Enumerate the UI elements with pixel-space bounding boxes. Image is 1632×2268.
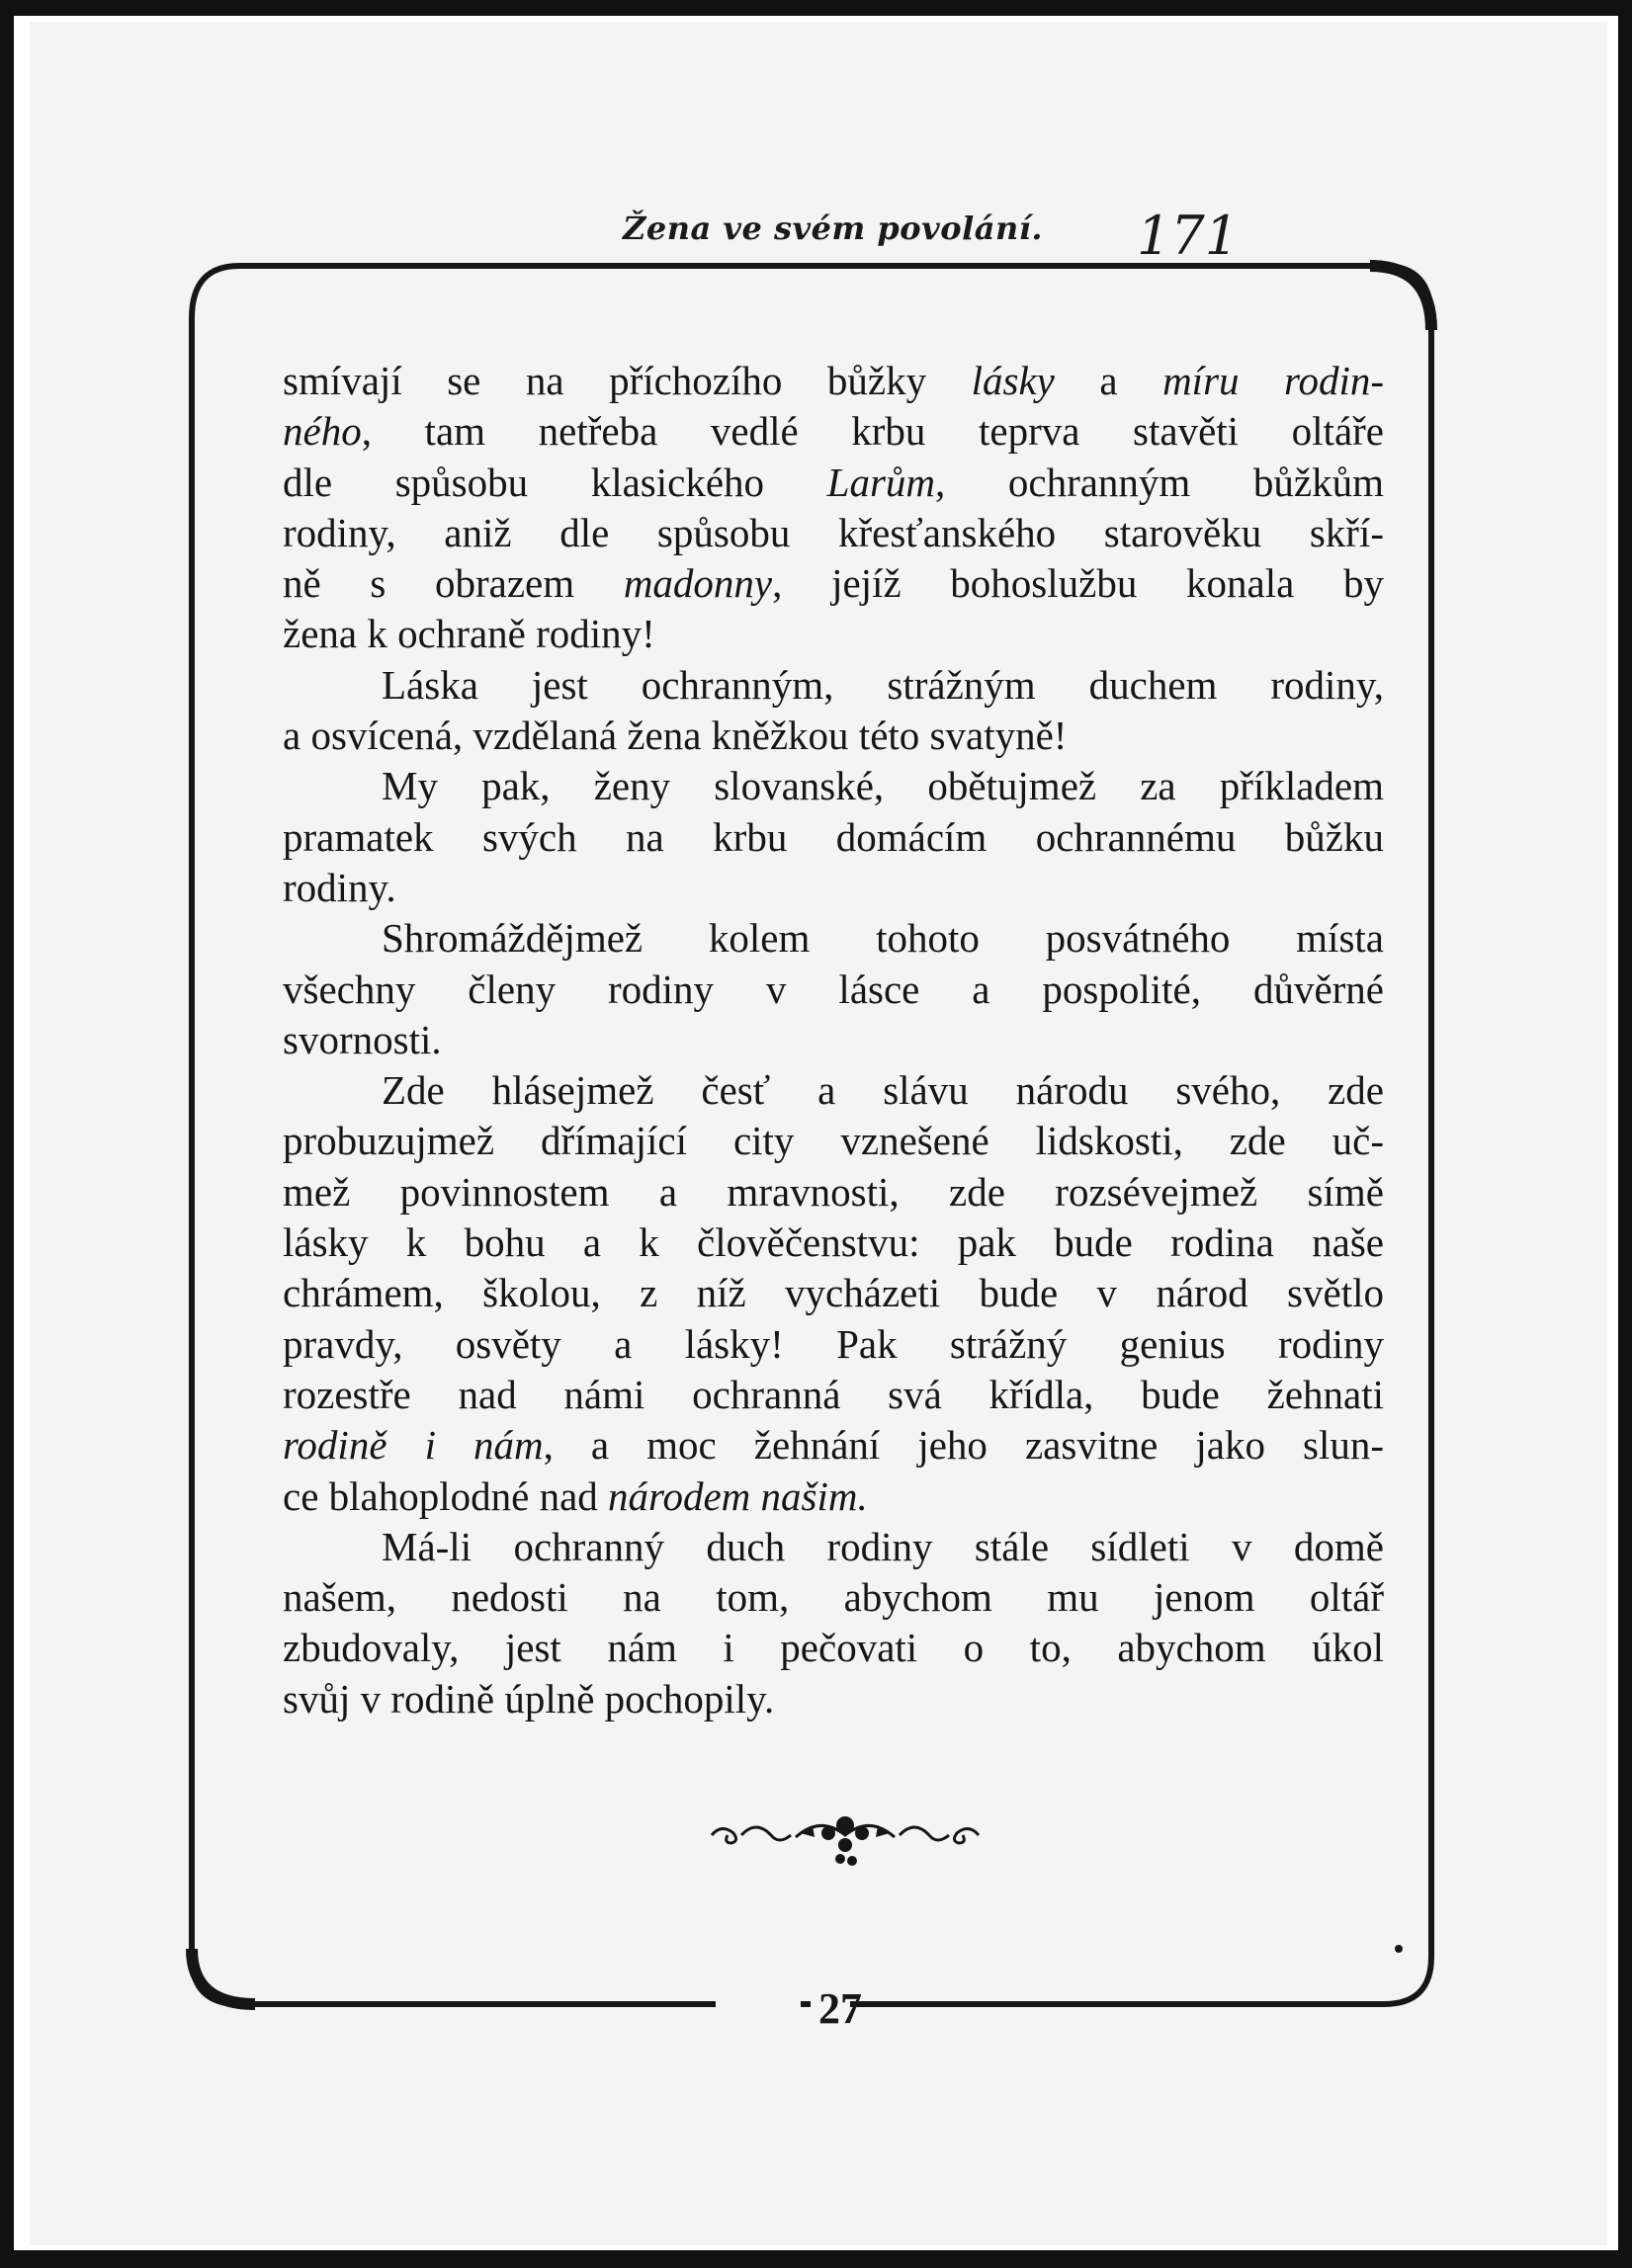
- text-line: [283, 711, 1384, 761]
- text-line: [283, 1065, 1384, 1116]
- text-segment: rodiny.: [283, 864, 396, 910]
- text-line: [283, 1471, 1384, 1522]
- italic-text: ného: [283, 408, 362, 455]
- text-line: [283, 1218, 1384, 1268]
- text-line: [283, 1116, 1384, 1166]
- text-segment: Láska jest ochranným, strážným duchem rodiny,: [382, 661, 1384, 708]
- italic-text: míru rodin-: [1162, 358, 1384, 403]
- text-line: [283, 761, 1384, 811]
- text-segment: lásky k bohu a k člověčenstvu: pak bude rodina naše: [283, 1219, 1384, 1266]
- text-segment: svůj v rodině úplně pochopily.: [283, 1675, 775, 1722]
- italic-text: Larům: [826, 459, 936, 505]
- page-number: 27: [818, 1984, 862, 2033]
- text-segment: pravdy, osvěty a lásky! Pak strážný genius rodiny: [283, 1320, 1384, 1367]
- italic-text: lásky: [971, 358, 1055, 403]
- text-line: [283, 1319, 1384, 1370]
- text-segment: , tam netřeba vedlé krbu teprva stavěti oltáře: [361, 408, 1384, 455]
- text-segment: dle spůsobu klasického: [283, 459, 827, 505]
- running-head: Žena ve svém povolání.: [623, 210, 1044, 247]
- text-line: [283, 1572, 1384, 1623]
- text-segment: chrámem, školou, z níž vycházeti bude v národ světlo: [283, 1270, 1384, 1316]
- text-line: [283, 965, 1384, 1015]
- text-line: [283, 356, 1384, 406]
- text-segment: My pak, ženy slovanské, obětujmež za příkladem: [382, 763, 1384, 809]
- floral-ornament-icon: [702, 1796, 988, 1875]
- text-line: [283, 1370, 1384, 1420]
- text-segment: ce blahoplodné nad: [283, 1472, 609, 1519]
- italic-text: rodině i nám: [283, 1422, 544, 1469]
- body-text: [283, 356, 1384, 1724]
- text-segment: Zde hlásejmež česť a slávu národu svého, zde: [382, 1067, 1384, 1114]
- text-line: [283, 508, 1384, 558]
- text-line: [283, 609, 1384, 659]
- text-segment: probuzujmež dřímající city vznešené lidskosti, zde uč-: [283, 1118, 1384, 1164]
- text-line: [283, 1167, 1384, 1218]
- text-line: [283, 1522, 1384, 1572]
- text-line: [283, 1015, 1384, 1065]
- text-line: [283, 558, 1384, 609]
- text-segment: Má-li ochranný duch rodiny stále sídleti v domě: [382, 1523, 1384, 1569]
- text-segment: svornosti.: [283, 1016, 442, 1062]
- text-line: [283, 1674, 1384, 1724]
- text-segment: smívají se na příchozího bůžky: [283, 358, 972, 403]
- text-segment: všechny členy rodiny v lásce a pospolité, důvěrné: [283, 966, 1384, 1012]
- italic-text: madonny: [623, 560, 773, 607]
- text-segment: ně s obrazem: [283, 560, 624, 607]
- text-segment: pramatek svých na krbu domácím ochrannému bůžku: [283, 813, 1384, 860]
- text-segment: našem, nedosti na tom, abychom mu jenom oltář: [283, 1574, 1384, 1621]
- text-segment: , ochranným bůžkům: [935, 459, 1384, 505]
- text-line: [283, 660, 1384, 711]
- text-line: [283, 863, 1384, 913]
- text-line: [283, 1623, 1384, 1673]
- text-segment: mež povinnostem a mravnosti, zde rozsévejmež símě: [283, 1168, 1384, 1215]
- text-segment: Shromáždějmež kolem tohoto posvátného místa: [382, 915, 1384, 962]
- text-line: [283, 913, 1384, 964]
- text-segment: , jejíž bohoslužbu konala by: [772, 560, 1384, 607]
- text-segment: , a moc žehnání jeho zasvitne jako slun-: [543, 1422, 1384, 1469]
- text-segment: zbudovaly, jest nám i pečovati o to, abychom úkol: [283, 1625, 1384, 1671]
- text-line: [283, 1268, 1384, 1318]
- text-line: [283, 406, 1384, 457]
- text-line: [283, 812, 1384, 863]
- text-segment: a: [1054, 358, 1163, 403]
- handwritten-folio-number: 171: [1137, 205, 1240, 267]
- text-segment: žena k ochraně rodiny!: [283, 611, 655, 657]
- book-page: [30, 22, 1607, 2245]
- text-line: [283, 458, 1384, 508]
- italic-text: národem našim.: [608, 1472, 868, 1519]
- text-segment: rodiny, aniž dle spůsobu křesťanského starověku skří-: [283, 509, 1384, 555]
- text-segment: a osvícená, vzdělaná žena kněžkou této svatyně!: [283, 713, 1068, 759]
- text-segment: rozestře nad námi ochranná svá křídla, bude žehnati: [283, 1371, 1384, 1417]
- text-line: [283, 1420, 1384, 1470]
